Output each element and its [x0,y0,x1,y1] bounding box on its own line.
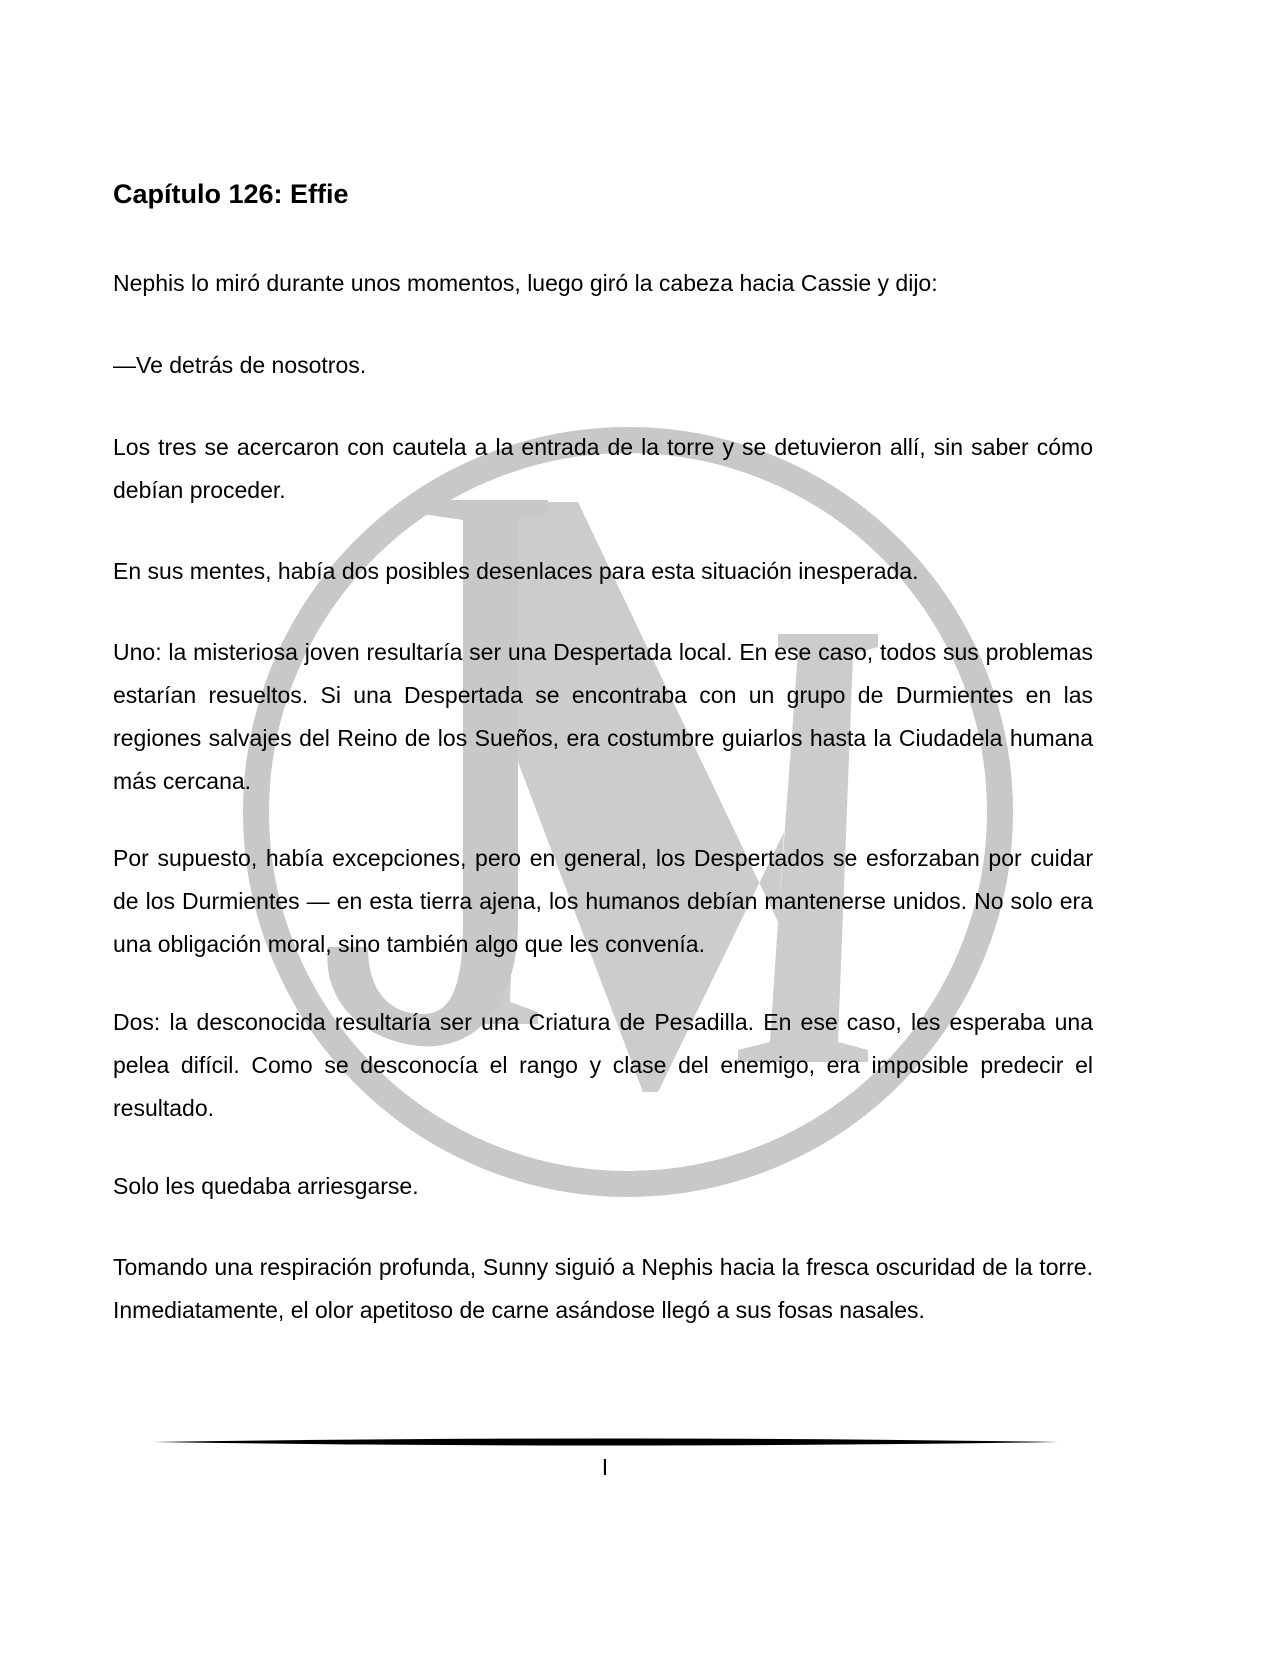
paragraph-4: En sus mentes, había dos posibles desenlaces para esta situación inesperada. [113,558,919,584]
chapter-title: Capítulo 126: Effie [113,179,349,209]
paragraph-3: Los tres se acercaron con cautela a la entrada de la torre y se detuvieron allí, sin saber cómo debían proceder. [113,434,1093,503]
page-number: I [601,1454,609,1480]
paragraph-8: Solo les quedaba arriesgarse. [113,1173,419,1199]
paragraph-2: —Ve detrás de nosotros. [113,352,367,378]
paragraph-1: Nephis lo miró durante unos momentos, luego giró la cabeza hacia Cassie y dijo: [113,270,938,296]
paragraph-9: Tomando una respiración profunda, Sunny siguió a Nephis hacia la fresca oscuridad de la torre. Inmediatamente, el olor apetitoso de carne asándose llegó a sus fosas nasales. [113,1254,1093,1323]
paragraph-7: Dos: la desconocida resultaría ser una Criatura de Pesadilla. En ese caso, les esperaba una pelea difícil. Como se desconocía el rango y clase del enemigo, era imposible predecir el resultado. [113,1009,1093,1121]
footer-divider [152,1436,1058,1448]
paragraph-6: Por supuesto, había excepciones, pero en general, los Despertados se esforzaban por cuidar de los Durmientes — en esta tierra ajena, los humanos debían mantenerse unidos. No solo era una obligación moral, sino también algo que les convenía. [113,845,1093,957]
paragraph-5: Uno: la misteriosa joven resultaría ser una Despertada local. En ese caso, todos sus problemas estarían resueltos. Si una Despertada se encontraba con un grupo de Durmientes en las regiones salvajes del Reino de los Sueños, era costumbre guiarlos hasta la Ciudadela humana más cercana. [113,639,1093,794]
